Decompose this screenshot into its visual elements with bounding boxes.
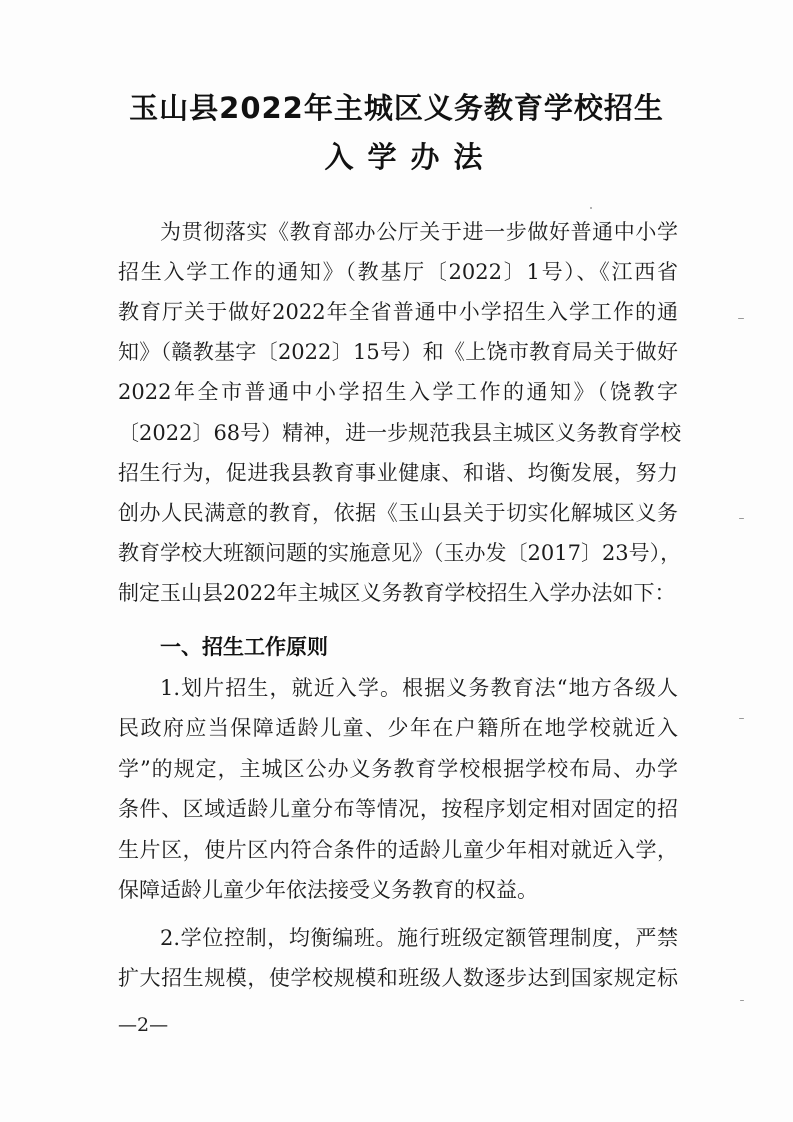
item1-line: 条件、区域适龄儿童分布等情况，按程序划定相对固定的招 [118, 797, 678, 821]
item1-line: 生片区，使片区内符合条件的适龄儿童少年相对就近入学， [118, 838, 678, 862]
scan-speck [740, 1000, 744, 1001]
intro-line: 教育厅关于做好2022年全省普通中小学招生入学工作的通 [118, 300, 678, 324]
item1-line: 保障适龄儿童少年依法接受义务教育的权益。 [118, 878, 538, 902]
intro-line: 〔2022〕68号）精神，进一步规范我县主城区义务教育学校 [118, 421, 682, 445]
scan-speck [739, 718, 744, 719]
intro-line: 2022年全市普通中小学招生入学工作的通知》（饶教字 [118, 380, 678, 404]
intro-line: 制定玉山县2022年主城区义务教育学校招生入学办法如下： [118, 581, 676, 605]
intro-line: 创办人民满意的教育，依据《玉山县关于切实化解城区义务 [118, 501, 678, 525]
intro-line: 招生入学工作的通知》（教基厅〔2022〕1号）、《江西省 [118, 260, 678, 284]
item1-line: 学”的规定，主城区公办义务教育学校根据学校布局、办学 [118, 757, 678, 781]
item2-line: 2.学位控制，均衡编班。施行班级定额管理制度，严禁 [160, 926, 678, 950]
intro-line: 知》（赣教基字〔2022〕15号）和《上饶市教育局关于做好 [118, 340, 678, 364]
scan-speck [738, 318, 744, 319]
document-title-line-2: 入学办法 [324, 140, 497, 174]
intro-line: 为贯彻落实《教育部办公厅关于进一步做好普通中小学 [160, 220, 678, 244]
scan-speck [739, 518, 744, 519]
section-heading: 一、招生工作原则 [160, 635, 328, 659]
intro-line: 招生行为，促进我县教育事业健康、和谐、均衡发展，努力 [118, 461, 678, 485]
scan-speck [590, 207, 592, 209]
page-number: —2— [118, 1014, 169, 1036]
item1-line: 1.划片招生，就近入学。根据义务教育法“地方各级人 [160, 676, 678, 700]
intro-line: 教育学校大班额问题的实施意见》（玉办发〔2017〕23号）， [118, 541, 682, 565]
document-title-line-1: 玉山县2022年主城区义务教育学校招生 [129, 91, 664, 125]
item1-line: 民政府应当保障适龄儿童、少年在户籍所在地学校就近入 [118, 716, 678, 740]
item2-line: 扩大招生规模，使学校规模和班级人数逐步达到国家规定标 [118, 966, 678, 990]
